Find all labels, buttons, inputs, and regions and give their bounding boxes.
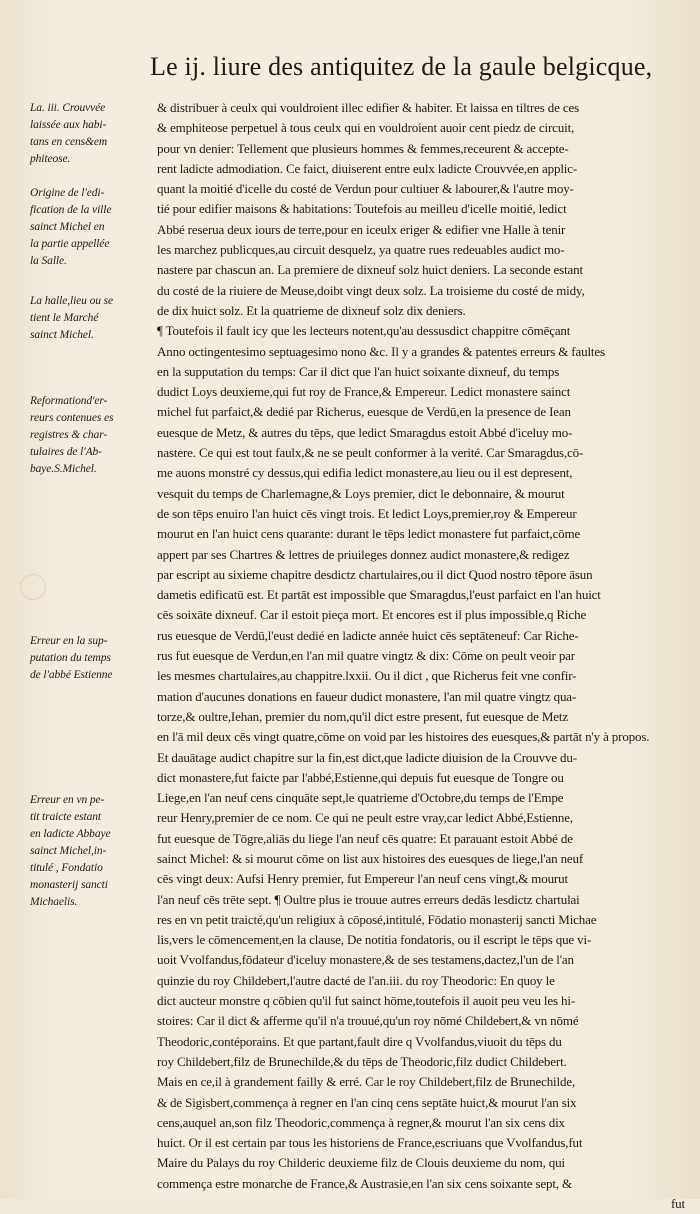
body-line: lis,vers le cōmencement,en la clause, De notitia fondatoris, ou il escript le tēps que vi-	[157, 932, 592, 948]
body-line: en la supputation du temps: Car il dict que l'an huict soixante dixneuf, du temps	[157, 363, 560, 379]
body-line: roy Childebert,filz de Brunechilde,& du tēps de Theodoric,filz dudict Childebert.	[157, 1053, 567, 1069]
body-line: Theodoric,contéporains. Et que partant,fault dire q Vvolfandus,viuoit du tēps du	[157, 1033, 562, 1049]
margin-note: Origine de l'edi- fication de la ville sainct Michel en la partie appellée la Salle.	[30, 187, 112, 267]
body-line: torze,& oultre,Iehan, premier du nom,qu'il dict estre present, fut euesque de Metz	[157, 708, 568, 724]
body-line: res en vn petit traicté,qu'un religiux à cōposé,intitulé, Fōdatio monasterij sancti Michae	[157, 911, 597, 927]
library-stamp-mark	[20, 574, 46, 600]
body-text	[157, 98, 685, 1214]
body-line: Anno octingentesimo septuagesimo nono &c. Il y a grandes & patentes erreurs & faultes	[157, 343, 605, 359]
body-line: Abbé reserua deux iours de terre,pour en iceulx eriger & edifier vne Halle à tenir	[157, 221, 566, 237]
margin-note: La halle,lieu ou se tient le Marché sainct Michel.	[30, 295, 114, 341]
body-line: de son tēps enuiro l'an huict cēs vingt trois. Et ledict Loys,premier,roy & Empereur	[157, 505, 577, 521]
running-header: Le ij. liure des antiquitez de la gaule belgicque,	[150, 52, 653, 81]
body-line: vesquit du temps de Charlemagne,& Loys premier, dict le debonnaire, & mourut	[157, 485, 565, 501]
body-line: dametis edificatū est. Et partāt est impossible que Smaragdus,l'eust parfaict en l'an huict	[157, 587, 601, 603]
body-line: dict aucteur monstre q cōbien qu'il fut sainct hōme,toutefois il auoit peu veu les hi-	[157, 993, 575, 1009]
body-line: Et dauātage audict chapitre sur la fin,est dict,que ladicte diuision de la Crouvve du-	[157, 749, 577, 765]
body-line: me auons monstré cy dessus,qui edifia ledict monastere,au lieu ou il est depresent,	[157, 465, 573, 481]
body-line: l'an neuf cēs trēte sept. ¶ Oultre plus ie trouue autres erreurs dedās lesdictz chartulai	[157, 891, 580, 907]
body-line: nastere. Ce qui est tout faulx,& ne se peult conformer à la verité. Car Smaragdus,cō-	[157, 445, 584, 461]
body-line: quant la moitié d'icelle du costé de Verdun pour cultiuer & labourer,& l'autre moy-	[157, 181, 574, 197]
body-line: & emphiteose perpetuel à tous ceulx qui en vouldroient auoir cent piedz de circuit,	[157, 120, 575, 136]
body-line: les marchez publicques,au circuit desquelz, ya quatre rues redeuables audict mo-	[157, 242, 565, 258]
body-line: stoires: Car il dict & afferme qu'il n'a trouué,qu'un roy nōmé Childebert,& vn nōmé	[157, 1013, 579, 1029]
body-line: cēs vingt deux: Aufsi Henry premier, fut Empereur l'an neuf cens vingt,& mourut	[157, 871, 568, 887]
body-line: du costé de la riuiere de Meuse,doibt vingt deux solz. La troisieme du costé de midy,	[157, 282, 585, 298]
body-line: & distribuer à ceulx qui vouldroient illec edifier & habiter. Et laissa en tiltres de ces	[157, 100, 580, 115]
body-line: les mesmes chartulaires,au chappitre.lxxii. Ou il dict , que Richerus feit vne confir-	[157, 668, 577, 684]
body-line: ¶ Toutefois il fault icy que les lecteurs notent,qu'au dessusdict chappitre cōmēçant	[157, 323, 571, 339]
body-line: cēs soixāte dixneuf. Car il estoit pieça mort. Et encores est il plus impossible,q Riche	[157, 607, 587, 623]
body-line: en l'ā mil deux cēs vingt quatre,cōme on void par les histoires des euesques,& partāt n'y à propos.	[157, 729, 650, 745]
body-line: sainct Michel: & si mourut cōme on list aux histoires des euesques de liege,l'an neuf	[157, 850, 584, 866]
margin-note: Erreur en vn pe- tit traicte estant en ladicte Abbaye sainct Michel,in- titulé , Fondatio monasterij sancti Michaelis.	[30, 794, 111, 908]
body-line: cens,auquel an,son filz Theodoric,commença à regner,& mourut l'an six cens dix	[157, 1114, 565, 1130]
body-line: fut	[671, 1196, 685, 1212]
margin-note: La. iii. Crouvvée laissée aux habi- tans en cens&em phiteose.	[30, 102, 108, 165]
body-line: Mais en ce,il à grandement failly & erré. Car le roy Childebert,filz de Brunechilde,	[157, 1074, 576, 1090]
body-line: mation d'aucunes donations en faueur dudict monastere, l'an mil quatre vingtz qua-	[157, 688, 577, 704]
body-line: uoit Vvolfandus,fōdateur d'iceluy monastere,& de ses testamens,dactez,l'un de l'an	[157, 952, 574, 968]
body-line: Liege,en l'an neuf cens cinquāte sept,le quatrieme d'Octobre,du temps de l'Empe	[157, 790, 564, 806]
body-line: michel fut parfaict,& dedié par Richerus, euesque de Verdū,en la presence de Iean	[157, 404, 571, 420]
body-line: & de Sigisbert,commença à regner en l'an cinq cens septāte huict,& mourut l'an six	[157, 1094, 577, 1110]
body-line: par escript au sixieme chapitre desdictz chartulaires,ou il dict Quod nostro tēpore āsun	[157, 566, 593, 582]
body-line: Maire du Palays du roy Childeric deuxieme filz de Clouis deuxieme du nom, qui	[157, 1155, 565, 1171]
body-line: appert par ses Chartres & lettres de priuileges donnez audict monastere,& redigez	[157, 546, 570, 562]
body-line: pour vn denier: Tellement que plusieurs hommes & femmes,receurent & accepte-	[157, 140, 569, 156]
body-line: rent ladicte admodiation. Ce faict, diuiserent entre eulx ladicte Crouvvée,en applic-	[157, 160, 578, 176]
body-line: euesque de Metz, & autres du tēps, que ledict Smaragdus estoit Abbé d'iceluy mo-	[157, 424, 573, 440]
margin-note: Erreur en la sup- putation du temps de l'abbé Estienne	[30, 635, 113, 681]
body-line: fut euesque de Tōgre,aliās du liege l'an neuf cēs quatre: Et parauant estoit Abbé de	[157, 830, 573, 846]
body-line: quinzie du roy Childebert,l'autre dacté de l'an.iii. du roy Theodoric: En quoy le	[157, 972, 555, 988]
body-line: rus fut euesque de Verdun,en l'an mil quatre vingtz & dix: Cōme on peult veoir par	[157, 648, 575, 664]
body-line: mourut en l'an huict cens quarante: durant le tēps ledict monastere fut parfaict,cōme	[157, 526, 581, 542]
margin-note: Reformationd'er- reurs contenues es registres & char- tulaires de l'Ab- baye.S.Michel.	[30, 395, 114, 475]
body-line: de dix huict solz. Et la quatrieme de dixneuf solz dix deniers.	[157, 302, 466, 318]
body-line: reur Henry,premier de ce nom. Ce qui ne peult estre vray,car ledict Abbé,Estienne,	[157, 810, 573, 826]
body-line: commença estre monarche de France,& Austrasie,en l'an six cens soixante sept, &	[157, 1175, 573, 1191]
body-line: rus euesque de Verdū,l'eust dedié en ladicte année huict cēs septāteneuf: Car Riche-	[157, 627, 579, 643]
body-line: dict monastere,fut faicte par l'abbé,Estienne,qui depuis fut euesque de Tongre ou	[157, 769, 564, 785]
body-line: huict. Or il est certain par tous les historiens de France,escriuans que Vvolfandus,fut	[157, 1135, 583, 1151]
body-line: dudict Loys deuxieme,qui fut roy de France,& Empereur. Ledict monastere sainct	[157, 384, 571, 400]
body-line: nastere par chascun an. La premiere de dixneuf solz huict deniers. La seconde estant	[157, 262, 583, 278]
body-line: tié pour edifier maisons & habitations: Toutefois au meilleu d'icelle moitié, ledict	[157, 201, 567, 217]
